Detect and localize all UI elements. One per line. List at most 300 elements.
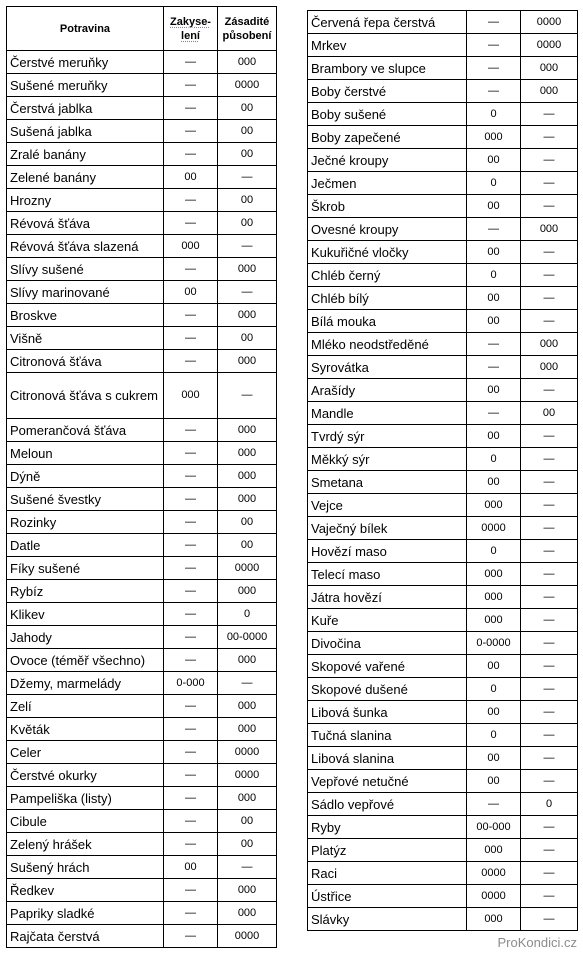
food-name: Ryby [308,816,467,839]
table-row [308,494,578,517]
food-name: Cibule [7,810,164,833]
acidifying-value: — [164,580,218,603]
food-name: Boby zapečené [308,126,467,149]
food-name: Papriky sladké [7,902,164,925]
acidifying-value: — [164,626,218,649]
alkaline-value: — [218,235,277,258]
acidifying-value: 0 [467,540,521,563]
alkaline-value: 000 [218,879,277,902]
food-name: Sušený hrách [7,856,164,879]
alkaline-value: — [521,149,578,172]
food-name: Zralé banány [7,143,164,166]
acidifying-value: 000 [467,494,521,517]
table-row [308,770,578,793]
header-alkaline: Zásadité působení [218,7,277,51]
alkaline-value: — [521,632,578,655]
table-row [7,856,277,879]
acidifying-value: 00 [164,166,218,189]
alkaline-value: — [218,166,277,189]
alkaline-value: — [521,494,578,517]
table-row [7,511,277,534]
food-name: Dýně [7,465,164,488]
alkaline-value: 000 [218,718,277,741]
acidifying-value: 000 [467,563,521,586]
acidifying-value: — [164,534,218,557]
food-name: Boby čerstvé [308,80,467,103]
acidifying-value: — [467,11,521,34]
acidifying-value: 000 [467,839,521,862]
table-row [7,304,277,327]
table-row [308,816,578,839]
table-row [308,885,578,908]
alkaline-value: — [521,609,578,632]
acidifying-value: — [467,34,521,57]
acidifying-value: — [164,649,218,672]
right-table-body [308,11,578,931]
table-row [308,908,578,931]
alkaline-value: — [521,862,578,885]
acidifying-value: 00 [467,241,521,264]
acidifying-value: 00 [467,149,521,172]
food-name: Klikev [7,603,164,626]
alkaline-value: — [521,678,578,701]
food-name: Rozinky [7,511,164,534]
acidifying-value: 000 [467,609,521,632]
table-row [308,839,578,862]
alkaline-value: — [218,856,277,879]
alkaline-value: 00 [218,534,277,557]
table-row [308,333,578,356]
alkaline-value: — [521,563,578,586]
alkaline-value: 000 [521,356,578,379]
table-row [7,534,277,557]
table-row [308,632,578,655]
alkaline-value: — [521,448,578,471]
table-row [7,327,277,350]
food-name: Zelí [7,695,164,718]
table-row [7,97,277,120]
alkaline-value: — [521,310,578,333]
table-row [7,649,277,672]
table-row [7,143,277,166]
food-name: Platýz [308,839,467,862]
acidifying-value: — [164,810,218,833]
table-row [7,235,277,258]
alkaline-value: — [521,241,578,264]
table-row [308,609,578,632]
alkaline-value: 000 [521,80,578,103]
acidifying-value: 0 [467,172,521,195]
alkaline-value: 0000 [521,34,578,57]
table-row [308,862,578,885]
food-name: Vaječný bílek [308,517,467,540]
table-row [7,580,277,603]
alkaline-value: 000 [218,580,277,603]
alkaline-value: 000 [218,350,277,373]
alkaline-value: — [521,103,578,126]
table-row [7,902,277,925]
table-row [7,419,277,442]
table-row [7,465,277,488]
acidifying-value: — [467,356,521,379]
acidifying-value: 000 [467,586,521,609]
food-name: Ovesné kroupy [308,218,467,241]
food-name: Bílá mouka [308,310,467,333]
table-row [7,764,277,787]
table-row [308,425,578,448]
table-row [308,402,578,425]
alkaline-value: — [521,126,578,149]
table-row [308,80,578,103]
alkaline-value: — [521,264,578,287]
acidifying-value: 000 [164,373,218,419]
table-row [7,741,277,764]
food-name: Játra hovězí [308,586,467,609]
acidifying-value: 0 [467,724,521,747]
food-name: Čerstvé okurky [7,764,164,787]
table-row [7,626,277,649]
table-row [308,241,578,264]
acidifying-value: 0 [467,103,521,126]
acidifying-value: — [164,787,218,810]
acidifying-value: — [164,465,218,488]
alkaline-value: 00 [218,143,277,166]
header-food: Potravina [7,7,164,51]
acidifying-value: 000 [467,908,521,931]
food-name: Révová šťáva slazená [7,235,164,258]
acidifying-value: — [164,327,218,350]
table-row [308,126,578,149]
alkaline-value: — [521,839,578,862]
food-name: Sušené meruňky [7,74,164,97]
food-name: Fíky sušené [7,557,164,580]
alkaline-value: 00 [218,511,277,534]
acidifying-value: 00 [467,195,521,218]
acidifying-value: 00 [467,701,521,724]
header-acidifying: Zakyse-lení [164,7,218,51]
alkaline-value: 00-0000 [218,626,277,649]
table-row [7,603,277,626]
food-name: Libová slanina [308,747,467,770]
acidifying-value: — [164,189,218,212]
acidifying-value: — [164,120,218,143]
table-row [308,264,578,287]
alkaline-value: 00 [218,833,277,856]
alkaline-value: — [521,701,578,724]
alkaline-value: 000 [218,465,277,488]
table-row [7,51,277,74]
alkaline-value: — [521,195,578,218]
table-row [7,120,277,143]
food-name: Květák [7,718,164,741]
food-name: Zelený hrášek [7,833,164,856]
alkaline-value: — [521,724,578,747]
alkaline-value: 0000 [218,741,277,764]
alkaline-value: 00 [218,810,277,833]
alkaline-value: 0000 [218,764,277,787]
alkaline-value: 000 [218,488,277,511]
table-row [7,350,277,373]
alkaline-value: 000 [218,304,277,327]
food-name: Pomerančová šťáva [7,419,164,442]
food-name: Červená řepa čerstvá [308,11,467,34]
table-row [7,442,277,465]
acidifying-value: — [164,925,218,948]
alkaline-value: — [521,655,578,678]
table-row [308,471,578,494]
food-name: Datle [7,534,164,557]
alkaline-value: 00 [218,120,277,143]
food-name: Mléko neodstředěné [308,333,467,356]
table-row [7,189,277,212]
food-name: Slívy sušené [7,258,164,281]
table-row [308,586,578,609]
table-row [308,218,578,241]
acidifying-value: — [164,488,218,511]
table-row [7,695,277,718]
table-row [308,34,578,57]
alkaline-value: — [521,379,578,402]
alkaline-value: 0000 [521,11,578,34]
acidifying-value: 00-000 [467,816,521,839]
alkaline-value: 0 [521,793,578,816]
acidifying-value: 0-0000 [467,632,521,655]
alkaline-value: 000 [218,787,277,810]
food-name: Sádlo vepřové [308,793,467,816]
acidifying-value: 000 [467,126,521,149]
acidifying-value: — [164,350,218,373]
table-row [308,103,578,126]
acidifying-value: — [164,695,218,718]
food-name: Tvrdý sýr [308,425,467,448]
food-name: Brambory ve slupce [308,57,467,80]
food-name: Džemy, marmelády [7,672,164,695]
alkaline-value: — [521,586,578,609]
alkaline-value: — [218,373,277,419]
food-name: Ječné kroupy [308,149,467,172]
alkaline-value: — [521,908,578,931]
food-name: Mrkev [308,34,467,57]
food-name: Hovězí maso [308,540,467,563]
food-name: Syrovátka [308,356,467,379]
alkaline-value: 000 [521,57,578,80]
table-row [7,672,277,695]
acidifying-value: 00 [467,310,521,333]
left-table-body [7,51,277,948]
food-table-left [6,6,277,948]
table-row [7,166,277,189]
food-name: Ředkev [7,879,164,902]
table-row [7,488,277,511]
alkaline-value: 00 [218,189,277,212]
food-name: Sušené švestky [7,488,164,511]
alkaline-value: 000 [218,51,277,74]
acidifying-value: 00 [467,425,521,448]
acidifying-value: — [467,57,521,80]
acidifying-value: 00 [467,655,521,678]
alkaline-value: 0000 [218,74,277,97]
food-name: Ovoce (téměř všechno) [7,649,164,672]
alkaline-value: 00 [218,212,277,235]
table-row [308,195,578,218]
acidifying-value: — [164,304,218,327]
food-name: Révová šťáva [7,212,164,235]
acidifying-value: — [164,51,218,74]
acidifying-value: — [164,764,218,787]
table-row [7,718,277,741]
acidifying-value: 00 [467,287,521,310]
table-row [308,678,578,701]
food-name: Broskve [7,304,164,327]
food-name: Meloun [7,442,164,465]
acidifying-value: — [467,80,521,103]
acidifying-value: — [467,402,521,425]
food-name: Telecí maso [308,563,467,586]
acidifying-value: — [164,902,218,925]
alkaline-value: 000 [218,695,277,718]
table-row [308,563,578,586]
alkaline-value: — [521,770,578,793]
table-row [308,287,578,310]
food-name: Citronová šťáva [7,350,164,373]
table-row [308,517,578,540]
alkaline-value: 000 [218,419,277,442]
alkaline-value: 00 [521,402,578,425]
alkaline-value: — [521,287,578,310]
alkaline-value: — [521,885,578,908]
table-row [308,655,578,678]
food-name: Chléb černý [308,264,467,287]
food-name: Sušená jablka [7,120,164,143]
table-row [7,258,277,281]
table-row [308,724,578,747]
acidifying-value: — [164,557,218,580]
food-name: Vepřové netučné [308,770,467,793]
acidifying-value: — [164,718,218,741]
food-name: Celer [7,741,164,764]
food-name: Skopové vařené [308,655,467,678]
food-name: Ústřice [308,885,467,908]
table-row [308,310,578,333]
food-name: Raci [308,862,467,885]
table-row [7,74,277,97]
table-row [308,747,578,770]
food-name: Čerstvá jablka [7,97,164,120]
food-name: Arašídy [308,379,467,402]
table-row [7,373,277,419]
food-name: Chléb bílý [308,287,467,310]
alkaline-value: — [521,517,578,540]
acidifying-value: 00 [467,471,521,494]
food-name: Libová šunka [308,701,467,724]
acidifying-value: — [467,793,521,816]
table-row [7,212,277,235]
acidifying-value: 00 [164,856,218,879]
table-row [7,787,277,810]
alkaline-value: — [521,747,578,770]
alkaline-value: 00 [218,327,277,350]
food-name: Kuře [308,609,467,632]
alkaline-value: — [521,540,578,563]
alkaline-value: 000 [521,333,578,356]
food-name: Ječmen [308,172,467,195]
alkaline-value: 0000 [218,557,277,580]
acidifying-value: 00 [467,379,521,402]
food-name: Čerstvé meruňky [7,51,164,74]
acidifying-value: — [164,258,218,281]
acidifying-value: — [164,511,218,534]
acidifying-value: 0000 [467,862,521,885]
acidifying-value: 0-000 [164,672,218,695]
table-row [7,281,277,304]
food-name: Tučná slanina [308,724,467,747]
food-name: Zelené banány [7,166,164,189]
acidifying-value: — [164,212,218,235]
table-row [308,793,578,816]
table-row [308,701,578,724]
acidifying-value: — [164,879,218,902]
table-row [7,557,277,580]
alkaline-value: 000 [218,442,277,465]
acidifying-value: 00 [467,747,521,770]
food-name: Hrozny [7,189,164,212]
table-row [308,172,578,195]
acidifying-value: 000 [164,235,218,258]
table-row [7,879,277,902]
table-row [308,356,578,379]
acidifying-value: 0000 [467,885,521,908]
watermark: ProKondici.cz [497,935,577,950]
acidifying-value: — [467,218,521,241]
food-name: Divočina [308,632,467,655]
food-name: Slávky [308,908,467,931]
table-row [308,540,578,563]
alkaline-value: 00 [218,97,277,120]
acidifying-value: 00 [467,770,521,793]
alkaline-value: 000 [521,218,578,241]
table-row [308,57,578,80]
alkaline-value: — [521,816,578,839]
food-name: Citronová šťáva s cukrem [7,373,164,419]
food-name: Pampeliška (listy) [7,787,164,810]
acidifying-value: — [467,333,521,356]
table-row [308,379,578,402]
acidifying-value: — [164,74,218,97]
food-name: Slívy marinované [7,281,164,304]
acidifying-value: — [164,143,218,166]
table-row [308,11,578,34]
alkaline-value: — [521,425,578,448]
alkaline-value: — [521,172,578,195]
food-name: Kukuřičné vločky [308,241,467,264]
table-row [7,810,277,833]
food-name: Mandle [308,402,467,425]
alkaline-value: 000 [218,649,277,672]
acidifying-value: — [164,603,218,626]
food-name: Škrob [308,195,467,218]
table-row [308,448,578,471]
acidifying-value: 0000 [467,517,521,540]
acidifying-value: 0 [467,264,521,287]
food-name: Rybíz [7,580,164,603]
food-name: Rajčata čerstvá [7,925,164,948]
food-name: Višně [7,327,164,350]
alkaline-value: — [521,471,578,494]
acidifying-value: 0 [467,678,521,701]
food-name: Jahody [7,626,164,649]
food-name: Měkký sýr [308,448,467,471]
alkaline-value: 000 [218,258,277,281]
